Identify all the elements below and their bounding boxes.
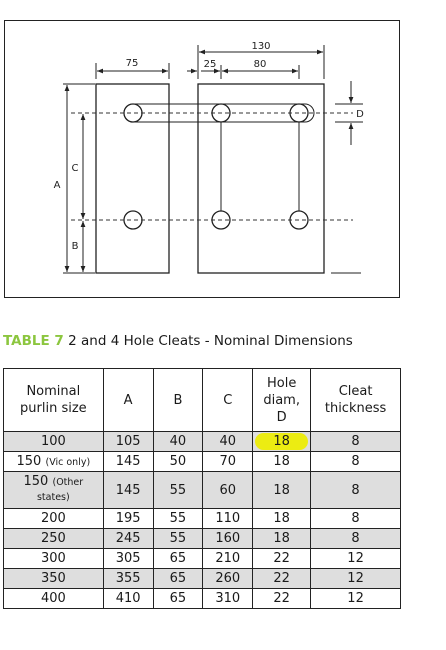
header-b: B (153, 369, 203, 432)
table-row: 300 305 65 210 22 12 (4, 549, 401, 569)
table-number: TABLE 7 (3, 333, 64, 349)
dim-b-label: B (71, 241, 79, 252)
dim-75-label: 75 (125, 58, 139, 69)
dim-a-label: A (53, 180, 61, 191)
table-title: 2 and 4 Hole Cleats - Nominal Dimensions (68, 333, 353, 349)
highlighted-value: 18 (255, 433, 308, 450)
dim-25-label: 25 (203, 59, 217, 70)
dim-d-label: D (356, 109, 364, 120)
header-a: A (103, 369, 153, 432)
hole (124, 104, 142, 122)
dim-130-label: 130 (251, 41, 271, 52)
table-caption (3, 333, 353, 349)
header-nominal-size: Nominal purlin size (4, 369, 104, 432)
hole (124, 211, 142, 229)
dim-80-label: 80 (253, 59, 267, 70)
header-cleat-thickness: Cleat thickness (311, 369, 401, 432)
table-row: 100 105 40 40 18 8 (4, 432, 401, 452)
table-row: 250 245 55 160 18 8 (4, 529, 401, 549)
table-header-row (4, 369, 401, 432)
table-row: 200 195 55 110 18 8 (4, 509, 401, 529)
table-row: 150 (Vic only) 145 50 70 18 8 (4, 452, 401, 472)
table-row: 150 (Other states) 145 55 60 18 8 (4, 472, 401, 509)
cleat-drawing (5, 21, 401, 299)
cleat-diagram (4, 20, 400, 298)
dim-c-label: C (71, 163, 79, 174)
table-row: 400 410 65 310 22 12 (4, 589, 401, 609)
header-hole-diameter: Hole diam, D (253, 369, 311, 432)
header-c: C (203, 369, 253, 432)
table-row: 350 355 65 260 22 12 (4, 569, 401, 589)
dimensions-table (3, 368, 401, 609)
